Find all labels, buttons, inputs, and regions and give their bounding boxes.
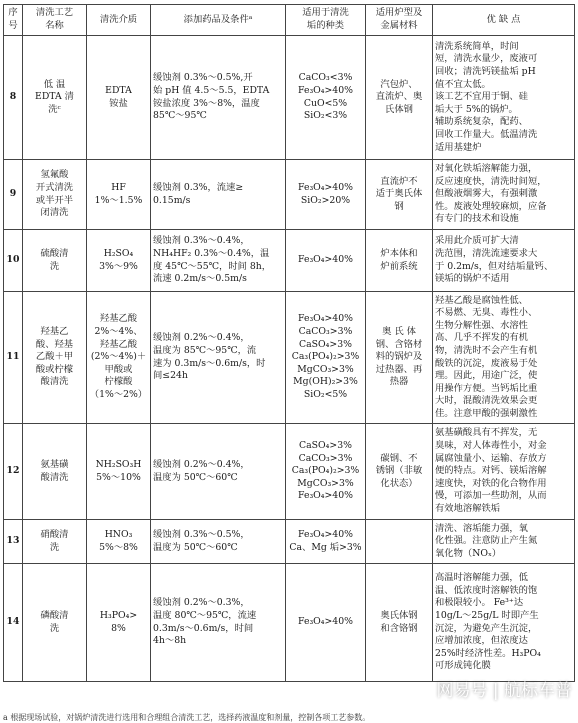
row-merits: 采用此介质可扩大清 洗范围，清洗流速要求大 于 0.2m/s，但对结垢量钙、 镁垢的锅炉不适用 [433,230,575,292]
row-process: 氢氟酸 开式清洗 或半开半 闭清洗 [23,160,87,230]
row-merits: 氨基磺酸具有不挥发，无 臭味，对人体毒性小，对金 属腐蚀量小、运输、存放方 便的特点。对钙、镁垢溶解 速度快，对铁的化合物作用 慢，可添加一些助剂，从而 有效地溶解铁垢 [433,424,575,520]
row-material: 炉本体和 炉前系统 [366,230,433,292]
row-process: 磷酸清 洗 [23,564,87,682]
row-additive: 缓蚀剂 0.3%～0.5%,开 始 pH 值 4.5～5.5，EDTA 铵盐浓度 3%～8%，温度 85℃～95℃ [151,36,286,160]
row-additive: 缓蚀剂 0.3%～0.5%， 温度为 50℃～60℃ [151,520,286,564]
row-material: 奥 氏 体 钢、含铬材 料的锅炉及 过热器、再 热器 [366,292,433,424]
table-row [4,230,575,292]
watermark [436,676,572,701]
row-merits: 高温时溶解能力强，低 温、低浓度时溶解铁的饱 和极限较小。 Fe³⁺达 10g/L～25g/L 时即产生 沉淀，为避免产生沉淀， 应增加浓度，但浓度达 25%时经济性差。H₃PO₄ 可形成钝化膜 [433,564,575,682]
row-medium: HF 1%～1.5% [87,160,151,230]
row-seq: 9 [4,160,23,230]
header-seq: 序 号 [4,5,23,36]
row-scale: Fe₃O₄>40% [286,230,366,292]
watermark-text: 网易号 | 航标车普 [436,681,572,701]
table-row [4,160,575,230]
table-row [4,564,575,682]
table-row [4,36,575,160]
row-additive: 缓蚀剂 0.2%～0.4%， 温度为 50℃～60℃ [151,424,286,520]
row-process: 低 温 EDTA 清 洗ᶜ [23,36,87,160]
row-scale: Fe₃O₄>40% SiO₂>20% [286,160,366,230]
cleaning-process-table [3,4,575,682]
row-process: 羟基乙 酸、羟基 乙酸＋甲 酸或柠檬 酸清洗 [23,292,87,424]
row-additive: 缓蚀剂 0.3%，流速≥ 0.15m/s [151,160,286,230]
row-scale: Fe₃O₄>40% [286,564,366,682]
row-material: 奥氏体钢 和含铬钢 [366,564,433,682]
row-scale: CaSO₄>3% CaCO₃>3% Ca₃(PO₄)₂>3% MgCO₃>3% Fe₃O₄>40% [286,424,366,520]
row-additive: 缓蚀剂 0.2%～0.4%， 温度为 85℃～95℃，流 速为 0.3m/s～0.6m/s，时 间≤24h [151,292,286,424]
row-material [366,520,433,564]
row-material: 碳钢、不 锈钢（非敏 化状态） [366,424,433,520]
row-process: 氨基磺 酸清洗 [23,424,87,520]
row-medium: NH₂SO₃H 5%～10% [87,424,151,520]
row-scale: Fe₃O₄>40% CaCO₃>3% CaSO₄>3% Ca₃(PO₄)₂>3% MgCO₃>3% Mg(OH)₂>3% SiO₂<5% [286,292,366,424]
row-additive: 缓蚀剂 0.2%～0.3%， 温度 80℃～95℃，流速 0.3m/s～0.6m/s，时间 4h～8h [151,564,286,682]
header-process: 清洗工艺 名称 [23,5,87,36]
row-merits: 羟基乙酸是腐蚀性低、 不易燃、无臭、毒性小、 生物分解性强、水溶性 高、几乎不挥发的有机 物，清洗时不会产生有机 酸铁的沉淀，废液易于处 理。因此，用途广泛，使 用操作方便。当钙垢比重 大时，混酸清洗效果会更 佳。注意甲酸的强刺激性 [433,292,575,424]
table-footnote: a 根据现场试验，对锅炉清洗进行选用和合理组合清洗工艺，选择药液温度和剂量，控制各项工艺参数。 [3,713,371,722]
row-seq: 8 [4,36,23,160]
row-material: 汽包炉、 直流炉、奥 氏体钢 [366,36,433,160]
row-scale: CaCO₃<3% Fe₃O₄>40% CuO<5% SiO₂<3% [286,36,366,160]
row-medium: H₂SO₄ 3%～9% [87,230,151,292]
row-scale: Fe₃O₄>40% Ca、Mg 垢>3% [286,520,366,564]
row-merits: 清洗系统简单，时间 短，清洗水量少，废液可 回收；清洗钙镁盐垢 pH 值不宜太低。 该工艺不宜用于铜、硅 垢大于 5%的锅炉。 辅助系统复杂，配药、 回收工作量大。低温清洗 适用基建炉 [433,36,575,160]
row-material: 直流炉不 适于奥氏体 钢 [366,160,433,230]
row-medium: HNO₃ 5%～8% [87,520,151,564]
header-material: 适用炉型及 金属材料 [366,5,433,36]
table-row [4,520,575,564]
row-merits: 对氧化铁垢溶解能力强， 反应速度快，清洗时间短， 但酸液烟雾大，有强刺激 性。废液处理较麻烦，应备 有专门的技术和设施 [433,160,575,230]
row-additive: 缓蚀剂 0.3%～0.4%， NH₄HF₂ 0.3%～0.4%，温 度 45℃～55℃，时间 8h， 流速 0.2m/s～0.5m/s [151,230,286,292]
row-seq: 14 [4,564,23,682]
table-row [4,424,575,520]
row-medium: EDTA 铵盐 [87,36,151,160]
row-medium: 羟基乙酸 2%～4%、 羟基乙酸 (2%～4%)＋ 甲酸或 柠檬酸 （1%～2%） [87,292,151,424]
header-additive: 添加药品及条件ᵃ [151,5,286,36]
row-merits: 清洗、溶垢能力强，氧 化性强。注意防止产生氮 氧化物（NOₓ） [433,520,575,564]
header-row [4,5,575,36]
row-process: 硫酸清 洗 [23,230,87,292]
row-process: 硝酸清 洗 [23,520,87,564]
row-seq: 12 [4,424,23,520]
header-medium: 清洗介质 [87,5,151,36]
header-merits: 优 缺 点 [433,5,575,36]
row-seq: 13 [4,520,23,564]
row-seq: 11 [4,292,23,424]
table-row [4,292,575,424]
row-medium: H₃PO₄> 8% [87,564,151,682]
header-scale: 适用于清洗 垢的种类 [286,5,366,36]
row-seq: 10 [4,230,23,292]
